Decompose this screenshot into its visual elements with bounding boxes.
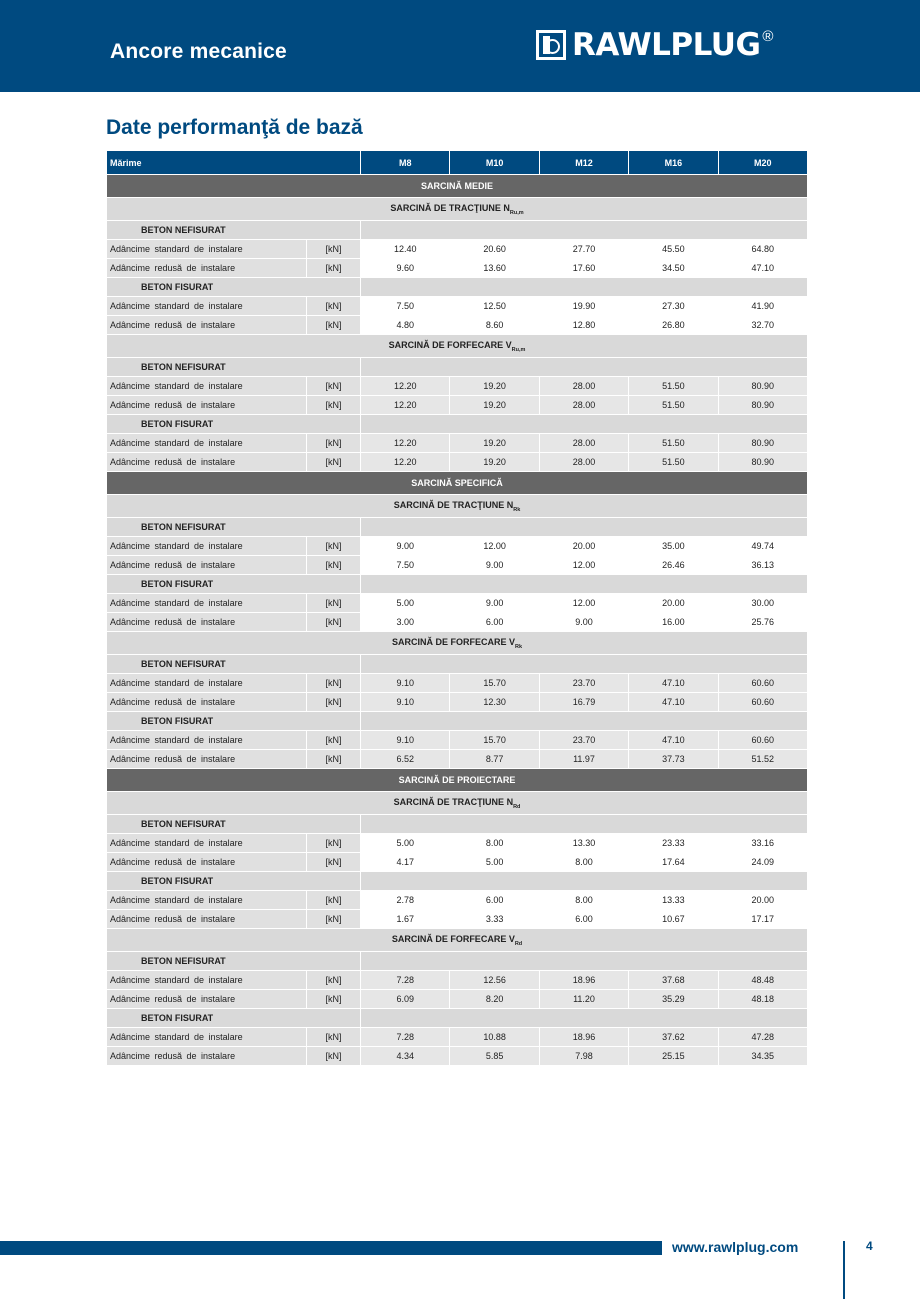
table-row bbox=[107, 910, 808, 929]
concrete-type-row bbox=[107, 278, 808, 297]
table-row bbox=[107, 971, 808, 990]
table-row bbox=[107, 453, 808, 472]
force-group-title bbox=[107, 929, 808, 952]
table-row bbox=[107, 537, 808, 556]
concrete-type-label: BETON NEFISURAT bbox=[107, 358, 361, 377]
value-cell: 33.16 bbox=[718, 834, 807, 853]
page-header bbox=[0, 0, 920, 92]
value-cell: 12.40 bbox=[361, 240, 450, 259]
concrete-type-label: BETON FISURAT bbox=[107, 872, 361, 891]
concrete-type-label: BETON FISURAT bbox=[107, 575, 361, 594]
concrete-type-fill bbox=[361, 278, 808, 297]
value-cell: 11.97 bbox=[539, 750, 628, 769]
value-cell: 8.77 bbox=[450, 750, 539, 769]
value-cell: 10.88 bbox=[450, 1028, 539, 1047]
value-cell: 47.10 bbox=[629, 731, 718, 750]
page-number: 4 bbox=[866, 1239, 873, 1253]
value-cell: 8.00 bbox=[450, 834, 539, 853]
concrete-type-label: BETON NEFISURAT bbox=[107, 221, 361, 240]
row-unit: [kN] bbox=[307, 971, 361, 990]
value-cell: 8.00 bbox=[539, 853, 628, 872]
size-column-header: M10 bbox=[450, 151, 539, 175]
value-cell: 80.90 bbox=[718, 453, 807, 472]
row-label: Adâncime standard de instalare bbox=[107, 891, 307, 910]
row-label: Adâncime standard de instalare bbox=[107, 1028, 307, 1047]
value-cell: 12.00 bbox=[450, 537, 539, 556]
concrete-type-row bbox=[107, 518, 808, 537]
table-row bbox=[107, 613, 808, 632]
value-cell: 26.46 bbox=[629, 556, 718, 575]
value-cell: 6.52 bbox=[361, 750, 450, 769]
value-cell: 6.00 bbox=[539, 910, 628, 929]
value-cell: 80.90 bbox=[718, 377, 807, 396]
concrete-type-label: BETON FISURAT bbox=[107, 1009, 361, 1028]
value-cell: 51.50 bbox=[629, 434, 718, 453]
force-subscript: Ru,m bbox=[509, 209, 524, 216]
concrete-type-fill bbox=[361, 221, 808, 240]
value-cell: 19.90 bbox=[539, 297, 628, 316]
registered-mark: ® bbox=[762, 28, 774, 45]
value-cell: 9.00 bbox=[450, 594, 539, 613]
row-unit: [kN] bbox=[307, 377, 361, 396]
value-cell: 35.00 bbox=[629, 537, 718, 556]
row-unit: [kN] bbox=[307, 693, 361, 712]
concrete-type-fill bbox=[361, 1009, 808, 1028]
value-cell: 15.70 bbox=[450, 731, 539, 750]
value-cell: 60.60 bbox=[718, 693, 807, 712]
value-cell: 27.30 bbox=[629, 297, 718, 316]
value-cell: 19.20 bbox=[450, 434, 539, 453]
value-cell: 12.00 bbox=[539, 556, 628, 575]
row-unit: [kN] bbox=[307, 316, 361, 335]
row-label: Adâncime standard de instalare bbox=[107, 834, 307, 853]
concrete-type-row bbox=[107, 655, 808, 674]
concrete-type-row bbox=[107, 952, 808, 971]
value-cell: 34.35 bbox=[718, 1047, 807, 1066]
force-group-title bbox=[107, 335, 808, 358]
row-unit: [kN] bbox=[307, 674, 361, 693]
value-cell: 48.18 bbox=[718, 990, 807, 1009]
row-label: Adâncime redusă de instalare bbox=[107, 910, 307, 929]
value-cell: 19.20 bbox=[450, 453, 539, 472]
concrete-type-label: BETON FISURAT bbox=[107, 712, 361, 731]
value-cell: 28.00 bbox=[539, 453, 628, 472]
value-cell: 17.60 bbox=[539, 259, 628, 278]
size-column-header: M8 bbox=[361, 151, 450, 175]
row-label: Adâncime standard de instalare bbox=[107, 537, 307, 556]
concrete-type-fill bbox=[361, 815, 808, 834]
table-row bbox=[107, 693, 808, 712]
value-cell: 12.20 bbox=[361, 396, 450, 415]
row-unit: [kN] bbox=[307, 259, 361, 278]
concrete-type-label: BETON NEFISURAT bbox=[107, 952, 361, 971]
value-cell: 12.56 bbox=[450, 971, 539, 990]
concrete-type-fill bbox=[361, 655, 808, 674]
value-cell: 7.98 bbox=[539, 1047, 628, 1066]
row-unit: [kN] bbox=[307, 556, 361, 575]
value-cell: 8.00 bbox=[539, 891, 628, 910]
table-row bbox=[107, 731, 808, 750]
value-cell: 19.20 bbox=[450, 377, 539, 396]
value-cell: 12.20 bbox=[361, 434, 450, 453]
value-cell: 48.48 bbox=[718, 971, 807, 990]
value-cell: 28.00 bbox=[539, 434, 628, 453]
value-cell: 25.15 bbox=[629, 1047, 718, 1066]
rawlplug-logo bbox=[536, 28, 773, 62]
row-unit: [kN] bbox=[307, 891, 361, 910]
force-group-row bbox=[107, 632, 808, 655]
table-row bbox=[107, 297, 808, 316]
footer-bar bbox=[0, 1241, 662, 1255]
value-cell: 27.70 bbox=[539, 240, 628, 259]
table-row bbox=[107, 853, 808, 872]
value-cell: 9.10 bbox=[361, 731, 450, 750]
force-title: SARCINĂ DE TRACŢIUNE N bbox=[390, 202, 510, 213]
value-cell: 41.90 bbox=[718, 297, 807, 316]
value-cell: 4.34 bbox=[361, 1047, 450, 1066]
value-cell: 12.30 bbox=[450, 693, 539, 712]
load-section-row bbox=[107, 769, 808, 792]
table-row bbox=[107, 750, 808, 769]
force-group-row bbox=[107, 198, 808, 221]
force-group-row bbox=[107, 495, 808, 518]
row-label: Adâncime standard de instalare bbox=[107, 731, 307, 750]
concrete-type-row bbox=[107, 358, 808, 377]
value-cell: 5.85 bbox=[450, 1047, 539, 1066]
value-cell: 7.50 bbox=[361, 556, 450, 575]
concrete-type-row bbox=[107, 221, 808, 240]
value-cell: 12.20 bbox=[361, 377, 450, 396]
table-row bbox=[107, 990, 808, 1009]
table-row bbox=[107, 594, 808, 613]
row-unit: [kN] bbox=[307, 434, 361, 453]
value-cell: 47.10 bbox=[629, 674, 718, 693]
value-cell: 47.10 bbox=[629, 693, 718, 712]
value-cell: 3.00 bbox=[361, 613, 450, 632]
value-cell: 60.60 bbox=[718, 674, 807, 693]
row-unit: [kN] bbox=[307, 834, 361, 853]
page-title: Date performanţă de bază bbox=[106, 116, 363, 139]
value-cell: 80.90 bbox=[718, 396, 807, 415]
force-group-row bbox=[107, 335, 808, 358]
value-cell: 17.64 bbox=[629, 853, 718, 872]
row-label: Adâncime redusă de instalare bbox=[107, 453, 307, 472]
rawlplug-logo-icon bbox=[536, 30, 566, 60]
row-unit: [kN] bbox=[307, 1047, 361, 1066]
table-row bbox=[107, 674, 808, 693]
footer-url[interactable]: www.rawlplug.com bbox=[672, 1239, 799, 1255]
value-cell: 8.20 bbox=[450, 990, 539, 1009]
value-cell: 23.70 bbox=[539, 731, 628, 750]
value-cell: 45.50 bbox=[629, 240, 718, 259]
row-label: Adâncime standard de instalare bbox=[107, 240, 307, 259]
row-label: Adâncime redusă de instalare bbox=[107, 990, 307, 1009]
value-cell: 5.00 bbox=[450, 853, 539, 872]
value-cell: 11.20 bbox=[539, 990, 628, 1009]
value-cell: 28.00 bbox=[539, 377, 628, 396]
row-label: Adâncime redusă de instalare bbox=[107, 750, 307, 769]
table-row bbox=[107, 434, 808, 453]
value-cell: 12.80 bbox=[539, 316, 628, 335]
value-cell: 51.52 bbox=[718, 750, 807, 769]
row-label: Adâncime redusă de instalare bbox=[107, 693, 307, 712]
value-cell: 20.00 bbox=[539, 537, 628, 556]
value-cell: 36.13 bbox=[718, 556, 807, 575]
row-label: Adâncime redusă de instalare bbox=[107, 396, 307, 415]
value-cell: 37.73 bbox=[629, 750, 718, 769]
row-unit: [kN] bbox=[307, 990, 361, 1009]
concrete-type-row bbox=[107, 415, 808, 434]
value-cell: 5.00 bbox=[361, 834, 450, 853]
load-section-row bbox=[107, 175, 808, 198]
value-cell: 3.33 bbox=[450, 910, 539, 929]
force-group-title bbox=[107, 495, 808, 518]
value-cell: 6.09 bbox=[361, 990, 450, 1009]
value-cell: 1.67 bbox=[361, 910, 450, 929]
value-cell: 9.00 bbox=[450, 556, 539, 575]
concrete-type-label: BETON FISURAT bbox=[107, 278, 361, 297]
value-cell: 51.50 bbox=[629, 396, 718, 415]
value-cell: 35.29 bbox=[629, 990, 718, 1009]
concrete-type-fill bbox=[361, 712, 808, 731]
value-cell: 20.00 bbox=[629, 594, 718, 613]
value-cell: 18.96 bbox=[539, 1028, 628, 1047]
value-cell: 37.62 bbox=[629, 1028, 718, 1047]
value-cell: 15.70 bbox=[450, 674, 539, 693]
value-cell: 24.09 bbox=[718, 853, 807, 872]
value-cell: 25.76 bbox=[718, 613, 807, 632]
force-group-row bbox=[107, 929, 808, 952]
value-cell: 47.28 bbox=[718, 1028, 807, 1047]
row-label: Adâncime redusă de instalare bbox=[107, 1047, 307, 1066]
concrete-type-label: BETON NEFISURAT bbox=[107, 518, 361, 537]
value-cell: 51.50 bbox=[629, 377, 718, 396]
row-unit: [kN] bbox=[307, 297, 361, 316]
value-cell: 51.50 bbox=[629, 453, 718, 472]
value-cell: 12.50 bbox=[450, 297, 539, 316]
value-cell: 47.10 bbox=[718, 259, 807, 278]
concrete-type-fill bbox=[361, 872, 808, 891]
force-title: SARCINĂ DE TRACŢIUNE N bbox=[393, 499, 514, 510]
value-cell: 2.78 bbox=[361, 891, 450, 910]
force-group-title bbox=[107, 198, 808, 221]
table-row bbox=[107, 259, 808, 278]
row-unit: [kN] bbox=[307, 731, 361, 750]
value-cell: 13.60 bbox=[450, 259, 539, 278]
row-label: Adâncime redusă de instalare bbox=[107, 316, 307, 335]
row-label: Adâncime standard de instalare bbox=[107, 594, 307, 613]
force-title: SARCINĂ DE FORFECARE V bbox=[391, 636, 515, 647]
force-title: SARCINĂ DE TRACŢIUNE N bbox=[393, 796, 514, 807]
value-cell: 8.60 bbox=[450, 316, 539, 335]
concrete-type-fill bbox=[361, 415, 808, 434]
value-cell: 16.00 bbox=[629, 613, 718, 632]
row-label: Adâncime redusă de instalare bbox=[107, 556, 307, 575]
value-cell: 17.17 bbox=[718, 910, 807, 929]
table-row bbox=[107, 891, 808, 910]
concrete-type-row bbox=[107, 872, 808, 891]
row-label: Adâncime redusă de instalare bbox=[107, 259, 307, 278]
force-title: SARCINĂ DE FORFECARE V bbox=[388, 339, 512, 350]
value-cell: 7.50 bbox=[361, 297, 450, 316]
size-column-header: M20 bbox=[718, 151, 807, 175]
value-cell: 12.20 bbox=[361, 453, 450, 472]
table-row bbox=[107, 316, 808, 335]
load-section-title: SARCINĂ SPECIFICĂ bbox=[107, 472, 808, 495]
brand-name: RAWLPLUG bbox=[572, 27, 761, 63]
concrete-type-fill bbox=[361, 358, 808, 377]
value-cell: 23.33 bbox=[629, 834, 718, 853]
value-cell: 9.00 bbox=[539, 613, 628, 632]
force-group-title bbox=[107, 792, 808, 815]
table-header-row bbox=[107, 151, 808, 175]
value-cell: 7.28 bbox=[361, 1028, 450, 1047]
value-cell: 13.33 bbox=[629, 891, 718, 910]
value-cell: 34.50 bbox=[629, 259, 718, 278]
value-cell: 5.00 bbox=[361, 594, 450, 613]
concrete-type-row bbox=[107, 712, 808, 731]
value-cell: 12.00 bbox=[539, 594, 628, 613]
force-subscript: Rd bbox=[513, 803, 521, 810]
value-cell: 7.28 bbox=[361, 971, 450, 990]
value-cell: 9.10 bbox=[361, 674, 450, 693]
concrete-type-fill bbox=[361, 952, 808, 971]
force-subscript: Rk bbox=[513, 506, 521, 513]
row-unit: [kN] bbox=[307, 1028, 361, 1047]
value-cell: 60.60 bbox=[718, 731, 807, 750]
row-label: Adâncime redusă de instalare bbox=[107, 853, 307, 872]
table-row bbox=[107, 240, 808, 259]
force-group-title bbox=[107, 632, 808, 655]
concrete-type-row bbox=[107, 815, 808, 834]
value-cell: 30.00 bbox=[718, 594, 807, 613]
load-section-title: SARCINĂ MEDIE bbox=[107, 175, 808, 198]
table-row bbox=[107, 396, 808, 415]
load-section-row bbox=[107, 472, 808, 495]
concrete-type-fill bbox=[361, 575, 808, 594]
force-title: SARCINĂ DE FORFECARE V bbox=[391, 933, 515, 944]
value-cell: 13.30 bbox=[539, 834, 628, 853]
row-unit: [kN] bbox=[307, 594, 361, 613]
value-cell: 4.80 bbox=[361, 316, 450, 335]
row-unit: [kN] bbox=[307, 396, 361, 415]
size-column-header: M16 bbox=[629, 151, 718, 175]
row-unit: [kN] bbox=[307, 853, 361, 872]
size-column-header: M12 bbox=[539, 151, 628, 175]
row-unit: [kN] bbox=[307, 910, 361, 929]
load-section-title: SARCINĂ DE PROIECTARE bbox=[107, 769, 808, 792]
concrete-type-row bbox=[107, 1009, 808, 1028]
value-cell: 26.80 bbox=[629, 316, 718, 335]
concrete-type-label: BETON NEFISURAT bbox=[107, 815, 361, 834]
row-unit: [kN] bbox=[307, 240, 361, 259]
footer-divider bbox=[843, 1241, 845, 1299]
concrete-type-label: BETON NEFISURAT bbox=[107, 655, 361, 674]
row-label: Adâncime standard de instalare bbox=[107, 434, 307, 453]
concrete-type-fill bbox=[361, 518, 808, 537]
table-row bbox=[107, 556, 808, 575]
row-unit: [kN] bbox=[307, 613, 361, 632]
value-cell: 49.74 bbox=[718, 537, 807, 556]
size-header: Mărime bbox=[107, 151, 361, 175]
value-cell: 19.20 bbox=[450, 396, 539, 415]
row-label: Adâncime standard de instalare bbox=[107, 674, 307, 693]
force-subscript: Ru,m bbox=[511, 346, 526, 353]
force-subscript: Rd bbox=[514, 940, 523, 947]
value-cell: 37.68 bbox=[629, 971, 718, 990]
table-row bbox=[107, 1028, 808, 1047]
value-cell: 28.00 bbox=[539, 396, 628, 415]
row-unit: [kN] bbox=[307, 453, 361, 472]
value-cell: 80.90 bbox=[718, 434, 807, 453]
concrete-type-row bbox=[107, 575, 808, 594]
header-title: Ancore mecanice bbox=[110, 40, 287, 63]
performance-table bbox=[106, 150, 808, 1066]
value-cell: 9.10 bbox=[361, 693, 450, 712]
table-row bbox=[107, 834, 808, 853]
value-cell: 6.00 bbox=[450, 891, 539, 910]
table-row bbox=[107, 1047, 808, 1066]
row-unit: [kN] bbox=[307, 537, 361, 556]
value-cell: 23.70 bbox=[539, 674, 628, 693]
value-cell: 20.00 bbox=[718, 891, 807, 910]
force-subscript: Rk bbox=[514, 643, 523, 650]
value-cell: 9.60 bbox=[361, 259, 450, 278]
table-row bbox=[107, 377, 808, 396]
row-label: Adâncime standard de instalare bbox=[107, 377, 307, 396]
force-group-row bbox=[107, 792, 808, 815]
value-cell: 10.67 bbox=[629, 910, 718, 929]
value-cell: 18.96 bbox=[539, 971, 628, 990]
value-cell: 4.17 bbox=[361, 853, 450, 872]
concrete-type-label: BETON FISURAT bbox=[107, 415, 361, 434]
value-cell: 32.70 bbox=[718, 316, 807, 335]
value-cell: 20.60 bbox=[450, 240, 539, 259]
value-cell: 6.00 bbox=[450, 613, 539, 632]
value-cell: 16.79 bbox=[539, 693, 628, 712]
row-label: Adâncime redusă de instalare bbox=[107, 613, 307, 632]
value-cell: 9.00 bbox=[361, 537, 450, 556]
row-unit: [kN] bbox=[307, 750, 361, 769]
value-cell: 64.80 bbox=[718, 240, 807, 259]
row-label: Adâncime standard de instalare bbox=[107, 297, 307, 316]
row-label: Adâncime standard de instalare bbox=[107, 971, 307, 990]
